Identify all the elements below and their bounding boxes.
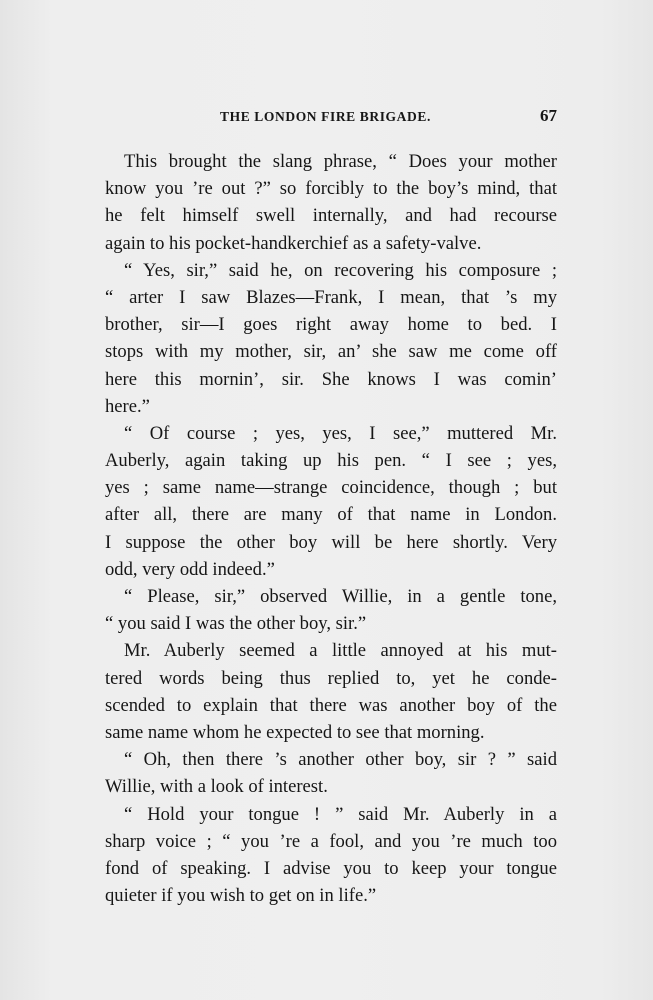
- text-line: Willie, with a look of interest.: [105, 776, 328, 798]
- text-line: “ Yes, sir,” said he, on recovering his composure ;: [124, 259, 557, 281]
- text-line: Mr. Auberly seemed a little annoyed at his mut-: [124, 640, 557, 662]
- text-line: fond of speaking. I advise you to keep your tongue: [105, 857, 557, 879]
- text-line: tered words being thus replied to, yet he conde-: [105, 667, 557, 689]
- text-line: yes ; same name—strange coincidence, though ; but: [105, 477, 557, 499]
- text-line: after all, there are many of that name in London.: [105, 504, 557, 526]
- page-number: 67: [540, 106, 557, 125]
- text-line: here this mornin’, sir. She knows I was comin’: [105, 368, 557, 390]
- text-line: know you ’re out ?” so forcibly to the boy’s mind, that: [105, 178, 557, 200]
- text-line: odd, very odd indeed.”: [105, 558, 275, 580]
- text-line: Auberly, again taking up his pen. “ I see ; yes,: [105, 450, 557, 472]
- text-line: again to his pocket-handkerchief as a safety-valve.: [105, 232, 482, 254]
- text-line: sharp voice ; “ you ’re a fool, and you ’re much too: [105, 830, 557, 852]
- text-line: stops with my mother, sir, an’ she saw me come off: [105, 341, 557, 363]
- running-title: THE LONDON FIRE BRIGADE.: [220, 109, 431, 124]
- text-line: I suppose the other boy will be here shortly. Very: [105, 531, 557, 553]
- text-line: quieter if you wish to get on in life.”: [105, 885, 377, 907]
- text-line: “ Oh, then there ’s another other boy, sir ? ” said: [124, 749, 557, 771]
- body-text: [105, 148, 557, 909]
- text-line: “ Please, sir,” observed Willie, in a gentle tone,: [124, 586, 557, 607]
- text-line: “ Of course ; yes, yes, I see,” muttered Mr.: [124, 422, 557, 444]
- text-line: “ Hold your tongue ! ” said Mr. Auberly in a: [124, 803, 557, 825]
- text-line: This brought the slang phrase, “ Does your mother: [124, 151, 557, 172]
- text-line: he felt himself swell internally, and had recourse: [105, 205, 557, 227]
- running-head: [105, 106, 557, 130]
- text-line: “ you said I was the other boy, sir.”: [105, 613, 367, 635]
- text-line: brother, sir—I goes right away home to bed. I: [105, 314, 557, 336]
- text-line: “ arter I saw Blazes—Frank, I mean, that ’s my: [105, 286, 557, 308]
- text-line: scended to explain that there was another boy of the: [105, 694, 557, 716]
- text-line: same name whom he expected to see that morning.: [105, 721, 485, 743]
- text-line: here.”: [105, 395, 150, 417]
